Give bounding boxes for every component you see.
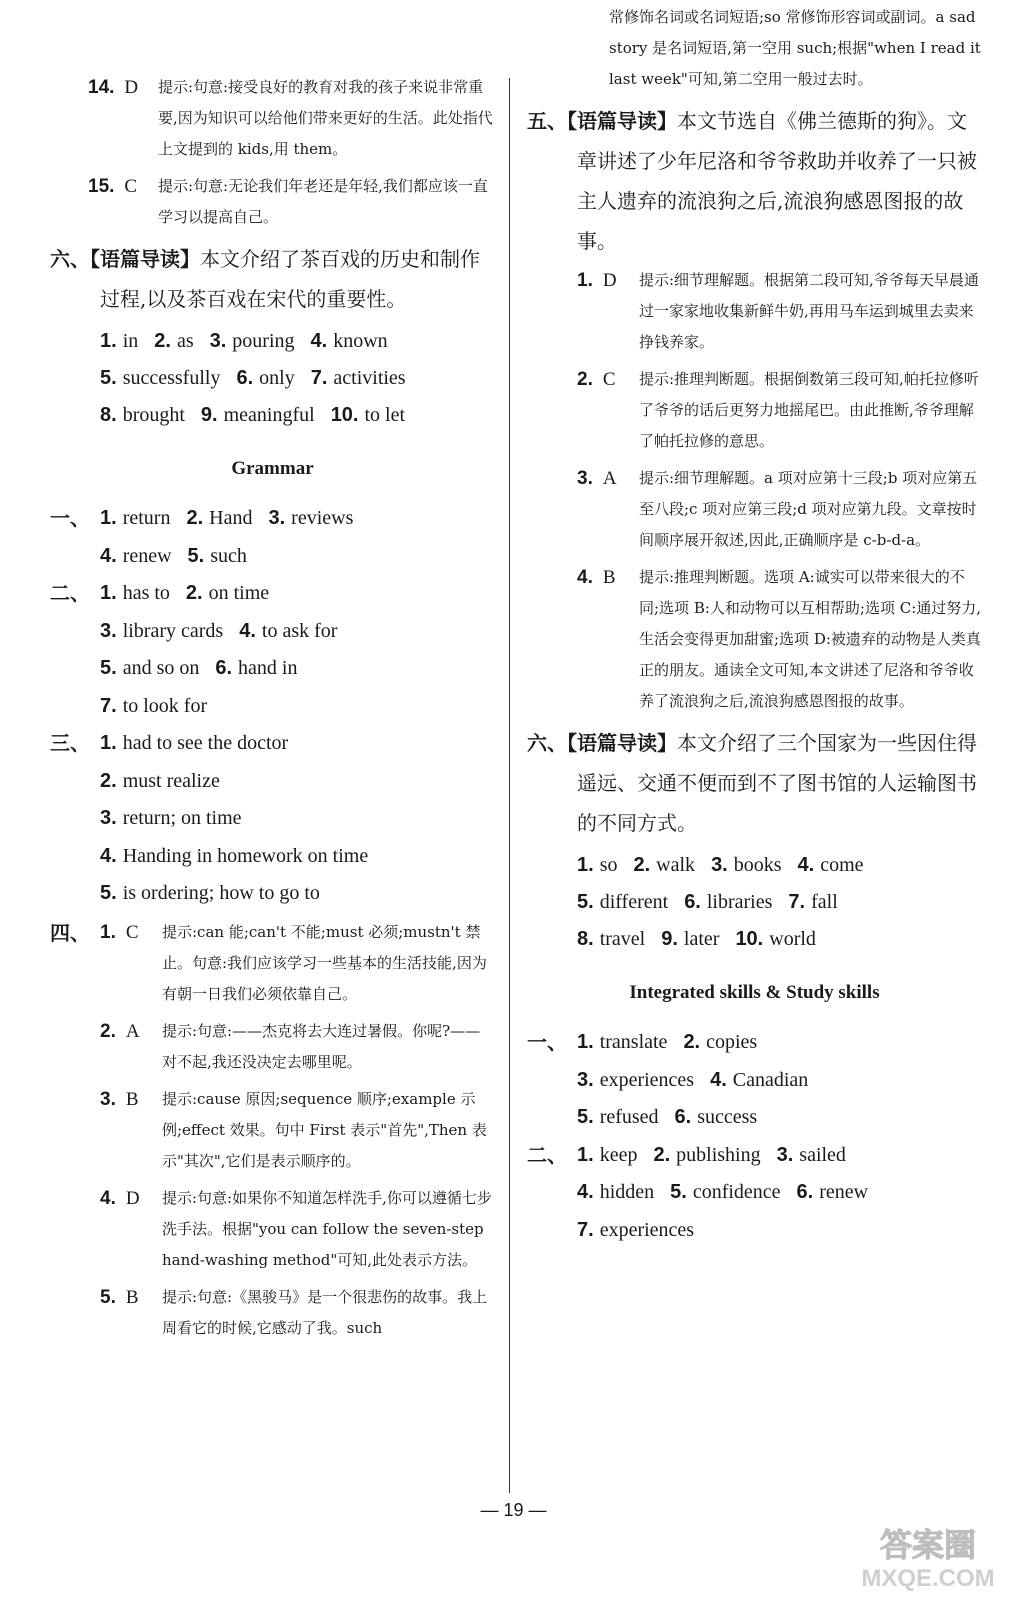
answer-letter: C (602, 369, 616, 390)
answer-word: different (599, 891, 669, 913)
item-number: 5. (100, 882, 117, 904)
section-mark: 六、 (527, 731, 567, 755)
answer-item (527, 364, 982, 457)
reading-guide-tag: 【语篇导读】 (567, 731, 677, 755)
continued-hint: 常修饰名词或名词短语;so 常修饰形容词或副词。a sad story 是名词短语,第一空用 such;根据"when I read it last week"可知,第二空用一般过去时。 (609, 8, 981, 88)
answer-word: hidden (599, 1181, 655, 1203)
item-number: 5. (100, 367, 117, 389)
answer-row (527, 1212, 982, 1250)
item-number: 4. (710, 1068, 727, 1091)
hint-text: 提示:句意:无论我们年老还是年轻,我们都应该一直学习以提高自己。 (158, 177, 488, 226)
answer-word: library cards (122, 619, 224, 642)
answer-item (50, 917, 495, 1010)
answer-letter: C (125, 921, 139, 943)
answer-word: copies (706, 1031, 758, 1053)
watermark-logo (843, 1522, 1013, 1592)
group-mark: 一、 (50, 506, 90, 530)
answer-word: fall (811, 891, 838, 913)
answer-head (100, 1084, 139, 1115)
answer-word: later (683, 928, 720, 950)
item-number: 2. (100, 1020, 116, 1042)
item-number: 1. (100, 330, 117, 352)
item-number: 3. (776, 1143, 794, 1166)
answer-head (577, 265, 617, 296)
answer-word: renew (122, 544, 172, 567)
item-number: 2. (154, 330, 171, 352)
answer-letter: D (124, 77, 139, 98)
item-number: 9. (661, 928, 678, 950)
reading-guide-tag: 【语篇导读】 (90, 247, 200, 271)
answer-letter: A (125, 1020, 140, 1042)
column-divider (509, 78, 510, 1493)
answer-head (100, 1183, 140, 1214)
answer-row (50, 613, 495, 651)
answer-item (527, 562, 982, 717)
answer-word: libraries (706, 891, 773, 913)
answer-word: to ask for (261, 619, 338, 642)
answer-word: so (599, 854, 618, 876)
item-number: 5. (577, 891, 594, 913)
item-number: 6. (215, 657, 233, 679)
item-number: 5. (187, 544, 205, 567)
page-number: — 19 — (480, 1500, 547, 1520)
item-number: 5. (100, 657, 117, 679)
answer-head (100, 1016, 140, 1047)
item-number: 2. (186, 507, 204, 529)
section-summary: 本文节选自《佛兰德斯的狗》。文章讲述了少年尼洛和爷爷救助并收养了一只被主人遗弃的流浪狗之后,流浪狗感恩图报的故事。 (577, 109, 977, 253)
item-number: 3. (577, 1068, 594, 1091)
answer-head (88, 72, 138, 103)
answer-head (88, 171, 137, 202)
answer-word: meaningful (223, 404, 315, 426)
item-number: 1. (100, 921, 116, 943)
answer-item (50, 1282, 495, 1344)
item-number: 14. (88, 77, 115, 98)
item-number: 2. (633, 854, 651, 876)
item-number: 10. (330, 404, 359, 426)
answer-word: pouring (232, 330, 295, 352)
answer-word: experiences (599, 1218, 695, 1241)
reading-guide-tag: 【语篇导读】 (567, 109, 677, 133)
answer-row (527, 1024, 982, 1062)
item-number: 4. (239, 619, 256, 642)
left-column (50, 72, 495, 1350)
item-number: 2. (577, 369, 593, 390)
item-number: 5. (670, 1181, 687, 1203)
answer-letter: D (125, 1187, 140, 1209)
answer-word: to look for (122, 694, 208, 717)
answer-word: publishing (676, 1143, 761, 1166)
hint-text: 提示:推理判断题。选项 A:诚实可以带来很大的不同;选项 B:人和动物可以互相帮助;选项 C:通过努力,生活会变得更加甜蜜;选项 D:被遗弃的动物是人类真正的朋友。通读全文可知,本文讲述了尼洛和爷爷收养了流浪狗之后,流浪狗感恩图报的故事。 (639, 568, 982, 710)
answer-row (50, 538, 495, 576)
item-number: 4. (577, 567, 593, 588)
answer-word: only (259, 367, 295, 389)
item-number: 1. (577, 1143, 594, 1166)
answer-letter: C (124, 176, 138, 197)
answer-word: in (122, 330, 139, 352)
item-number: 10. (735, 928, 764, 950)
answer-word: world (769, 928, 816, 950)
answer-row (50, 763, 495, 801)
answer-word: return (122, 507, 171, 529)
item-number: 7. (100, 694, 117, 717)
item-number: 3. (100, 807, 117, 829)
answer-letter: A (602, 468, 617, 489)
answer-row (527, 1137, 982, 1175)
item-number: 3. (268, 507, 286, 529)
item-number: 4. (100, 544, 117, 567)
group-mark: 二、 (50, 581, 90, 605)
item-number: 4. (100, 1187, 116, 1209)
answer-head (577, 562, 616, 593)
answer-word: experiences (599, 1068, 695, 1091)
answer-word: translate (599, 1031, 668, 1053)
item-number: 2. (683, 1031, 701, 1053)
group-mark: 三、 (50, 731, 90, 755)
item-number: 4. (310, 330, 328, 352)
answer-word: sailed (799, 1143, 846, 1166)
item-number: 6. (684, 891, 701, 913)
answer-head (577, 463, 617, 494)
answer-item (50, 72, 495, 165)
item-number: 5. (577, 1106, 594, 1128)
answer-word: activities (333, 367, 406, 389)
group-four (50, 917, 495, 1344)
answer-item (50, 1183, 495, 1276)
answer-word: is ordering; how to go to (122, 882, 320, 904)
answer-head (577, 364, 616, 395)
skills-heading: Integrated skills & Study skills (629, 982, 880, 1003)
section-intro (527, 723, 982, 843)
answer-row (50, 838, 495, 876)
item-number: 5. (100, 1286, 116, 1308)
section-intro (50, 239, 495, 319)
item-number: 2. (185, 582, 203, 604)
answer-row (50, 650, 495, 688)
item-number: 3. (100, 1088, 116, 1110)
answer-letter: B (125, 1088, 139, 1110)
item-number: 7. (788, 891, 806, 913)
hint-text: 提示:细节理解题。a 项对应第十三段;b 项对应第五至八段;c 项对应第三段;d 项对应第九段。文章按时间顺序展开叙述,因此,正确顺序是 c-b-d-a。 (639, 469, 978, 549)
hint-text: 提示:推理判断题。根据倒数第三段可知,帕托拉修听了爷爷的话后更努力地摇尾巴。由此推断,爷爷理解了帕托拉修的意思。 (639, 370, 979, 450)
answer-letter: B (602, 567, 616, 588)
answer-word: Canadian (732, 1068, 809, 1091)
item-number: 1. (577, 1031, 594, 1053)
answer-word: Hand (209, 507, 253, 529)
item-number: 3. (209, 330, 227, 352)
item-number: 6. (236, 367, 254, 389)
answer-item (50, 1084, 495, 1177)
answer-head (100, 1282, 139, 1313)
item-number: 1. (577, 854, 594, 876)
answer-word: as (176, 330, 194, 352)
item-number: 1. (577, 270, 593, 291)
item-number: 2. (100, 769, 117, 792)
item-number: 6. (796, 1181, 814, 1203)
item-number: 3. (100, 619, 117, 642)
item-number: 1. (100, 507, 117, 529)
group-mark: 四、 (50, 920, 90, 945)
answer-row (50, 800, 495, 838)
answer-word: must realize (122, 769, 220, 792)
answer-item (50, 171, 495, 233)
answer-item (527, 463, 982, 556)
section-intro (527, 101, 982, 261)
right-column (527, 8, 982, 1249)
hint-text: 提示:句意:接受良好的教育对我的孩子来说非常重要,因为知识可以给他们带来更好的生活。此处指代上文提到的 kids,用 them。 (158, 78, 493, 158)
item-number: 1. (100, 732, 117, 754)
watermark-line2: MXQE.COM (861, 1565, 995, 1592)
answer-row (50, 323, 495, 360)
answer-word: Handing in homework on time (122, 844, 369, 867)
answer-row (527, 1062, 982, 1100)
item-number: 4. (100, 844, 117, 867)
hint-text: 提示:can 能;can't 不能;must 必须;mustn't 禁止。句意:我们应该学习一些基本的生活技能,因为有朝一日我们必须依靠自己。 (162, 922, 487, 1003)
answer-row (50, 875, 495, 913)
answer-word: to let (364, 404, 406, 426)
answer-row (50, 360, 495, 397)
answer-word: success (697, 1106, 758, 1128)
answer-row (50, 725, 495, 763)
answer-word: brought (122, 404, 185, 426)
answer-word: renew (819, 1181, 869, 1203)
answer-word: keep (599, 1143, 638, 1166)
answer-word: confidence (692, 1181, 781, 1203)
item-number: 7. (577, 1218, 594, 1241)
answer-letter: B (125, 1286, 139, 1308)
hint-text: 提示:句意:——杰克将去大连过暑假。你呢?——对不起,我还没决定去哪里呢。 (162, 1021, 481, 1071)
answer-word: hand in (238, 657, 298, 679)
answer-row (50, 500, 495, 538)
item-number: 2. (653, 1143, 671, 1166)
item-number: 9. (200, 404, 218, 426)
item-number: 8. (100, 404, 117, 426)
hint-text: 提示:cause 原因;sequence 顺序;example 示例;effect 效果。句中 First 表示"首先",Then 表示"其次",它们是表示顺序的。 (162, 1089, 487, 1170)
answer-word: and so on (122, 657, 200, 679)
answer-word: refused (599, 1106, 659, 1128)
section-summary: 本文介绍了三个国家为一些因住得遥远、交通不便而到不了图书馆的人运输图书的不同方式。 (577, 731, 977, 835)
watermark-line1: 答案圈 (879, 1526, 977, 1564)
answer-word: travel (599, 928, 646, 950)
answer-row (527, 921, 982, 958)
group-mark: 二、 (527, 1142, 567, 1167)
answer-row (50, 688, 495, 726)
item-number: 15. (88, 176, 115, 197)
answer-row (50, 397, 495, 434)
item-number: 3. (711, 854, 728, 876)
answer-row (527, 884, 982, 921)
item-number: 4. (577, 1181, 594, 1203)
answer-word: known (333, 330, 388, 352)
group-mark: 一、 (527, 1030, 567, 1054)
answer-word: come (820, 854, 864, 876)
answer-word: on time (208, 582, 270, 604)
item-number: 8. (577, 928, 594, 950)
answer-head (100, 917, 139, 948)
grammar-heading: Grammar (231, 458, 314, 479)
answer-item (527, 265, 982, 358)
item-number: 7. (310, 367, 328, 389)
answer-row (527, 847, 982, 884)
answer-word: walk (656, 854, 696, 876)
section-mark: 五、 (527, 109, 567, 133)
answer-row (527, 1174, 982, 1212)
answer-item (50, 1016, 495, 1078)
hint-text: 提示:句意:如果你不知道怎样洗手,你可以遵循七步洗手法。根据"you can follow the seven-step hand-washing method"可知,此处表示方法。 (162, 1188, 492, 1269)
answer-row (527, 1099, 982, 1137)
answer-letter: D (602, 270, 617, 291)
answer-word: had to see the doctor (122, 732, 289, 754)
section-summary: 本文介绍了茶百戏的历史和制作过程,以及茶百戏在宋代的重要性。 (100, 247, 480, 311)
item-number: 1. (100, 582, 117, 604)
answer-word: books (733, 854, 782, 876)
answer-word: reviews (291, 507, 354, 529)
section-mark: 六、 (50, 247, 90, 271)
answer-word: such (210, 544, 247, 567)
hint-text: 提示:句意:《黑骏马》是一个很悲伤的故事。我上周看它的时候,它感动了我。such (162, 1287, 488, 1337)
hint-text: 提示:细节理解题。根据第二段可知,爷爷每天早晨通过一家家地收集新鲜牛奶,再用马车运到城里去卖来挣钱养家。 (639, 271, 979, 351)
item-number: 4. (797, 854, 815, 876)
item-number: 6. (674, 1106, 692, 1128)
answer-word: has to (122, 582, 170, 604)
answer-row (50, 575, 495, 613)
item-number: 3. (577, 468, 593, 489)
answer-word: successfully (122, 367, 221, 389)
answer-word: return; on time (122, 807, 242, 829)
